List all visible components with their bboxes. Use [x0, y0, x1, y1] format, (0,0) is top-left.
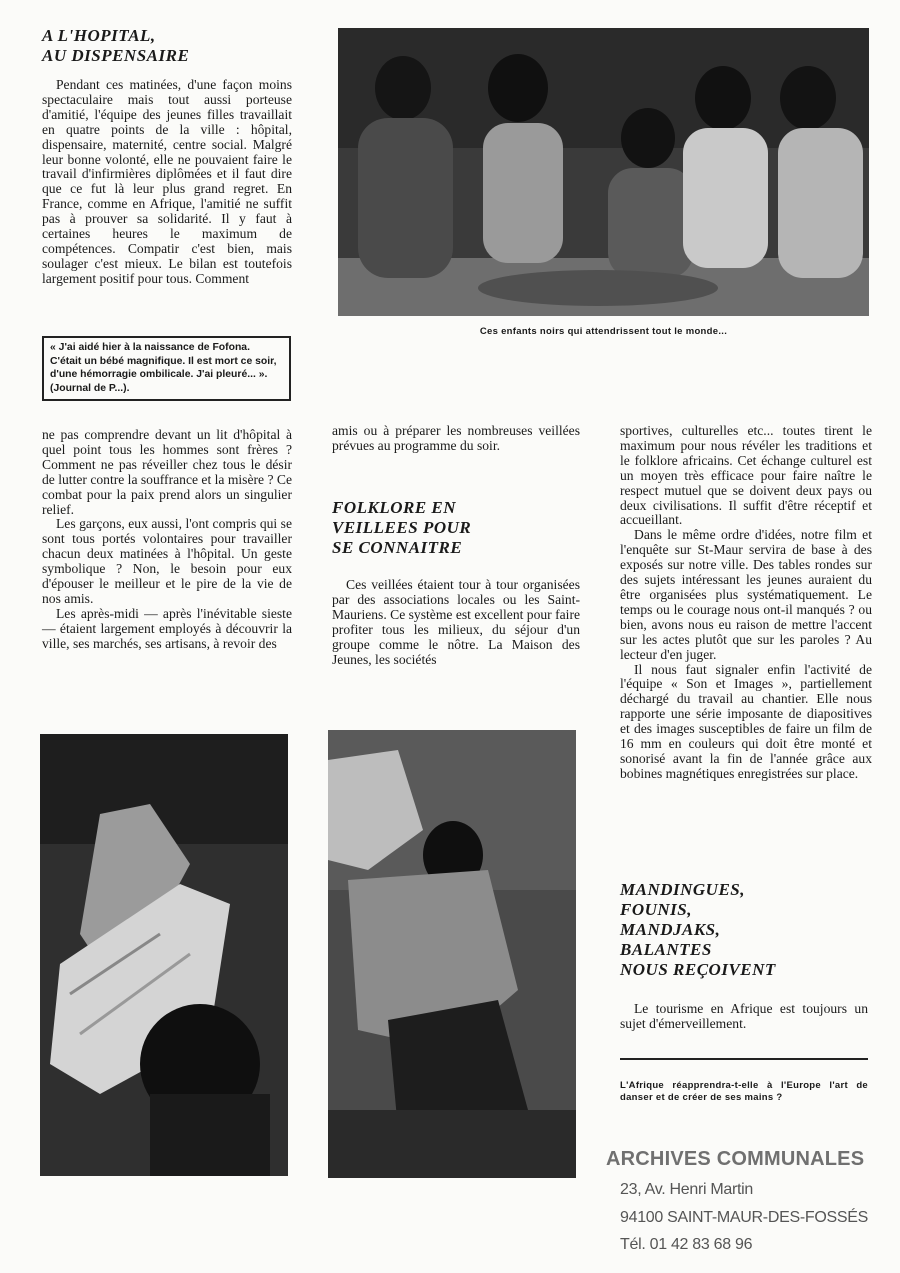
photo-dancers — [40, 734, 288, 1176]
heading-line: BALANTES — [620, 940, 712, 959]
heading-line: FOLKLORE EN — [332, 498, 457, 517]
section-heading-hopital — [42, 26, 292, 66]
paragraph: Les garçons, eux aussi, l'ont compris qui se sont tous portés volontaires pour travailler chacun deux matinées à l'hôpital. Un geste symbolique ? Non, le besoin pour eux d'épouser le meilleur et le pire de la vie de nos amis. — [42, 516, 292, 606]
paragraph: Dans le même ordre d'idées, notre film et l'enquête sur St-Maur servira de base à des exposés sur notre ville. Des tables rondes sur des sujets intéressant les jeunes auraient du être organisées plus systématiquement. Le temps ou le courage nous ont-il manqués ? ou bien, avons nous eu raison de mettre l'accent sur les actes plutôt que sur les paroles ? Au lecteur d'en juger. — [620, 527, 872, 662]
photo-caption: L'Afrique réapprendra-t-elle à l'Europe l'art de danser et de créer de ses mains ? — [620, 1080, 868, 1103]
section-heading-folklore — [332, 498, 580, 558]
column-2 — [332, 424, 580, 454]
heading-line: FOUNIS, — [620, 900, 692, 919]
column-3-tail — [620, 1002, 868, 1032]
photo-children — [338, 28, 869, 316]
photo-caption: Ces enfants noirs qui attendrissent tout le monde... — [479, 326, 728, 337]
column-3 — [620, 424, 872, 782]
column-1 — [42, 428, 292, 652]
stamp-address: 23, Av. Henri Martin — [620, 1181, 754, 1198]
heading-line: A L'HOPITAL, — [42, 26, 156, 45]
heading-line: MANDINGUES, — [620, 880, 745, 899]
stamp-city: 94100 SAINT-MAUR-DES-FOSSÉS — [620, 1209, 868, 1226]
heading-line: VEILLEES POUR — [332, 518, 472, 537]
stamp-title: ARCHIVES COMMUNALES — [606, 1148, 865, 1170]
paragraph: ne pas comprendre devant un lit d'hôpital à quel point tous les hommes sont frères ? Comment ne pas réveiller chez tous le désir de lutter contre la souffrance et la misère ? Ce combat pour la paix prend alors un singulier relief. — [42, 427, 292, 517]
paragraph: amis ou à préparer les nombreuses veillées prévues au programme du soir. — [332, 423, 580, 453]
paragraph: Le tourisme en Afrique est toujours un sujet d'émerveillement. — [620, 1001, 868, 1031]
paragraph: sportives, culturelles etc... toutes tirent le maximum pour nous révéler les traditions et le folklore africains. Cet échange culturel est un moyen très efficace pour faire naître le respect mutuel que se doivent deux pays ou deux civilisations. Il suffit d'être réceptif et accueillant. — [620, 423, 872, 528]
archive-stamp — [606, 1148, 886, 1254]
stamp-phone: Tél. 01 42 83 68 96 — [620, 1236, 753, 1253]
heading-line: SE CONNAITRE — [332, 538, 463, 557]
heading-line: NOUS REÇOIVENT — [620, 960, 776, 979]
paragraph: Il nous faut signaler enfin l'activité de l'équipe « Son et Images », partiellement déchargé du travail au chantier. Elle nous rapporte une série imposante de diapositives et des images susceptibles de faire un film de 16 mm en couleurs qui doit être monté et sonorisé avant la fin de l'année grâce aux bobines magnétiques enregistrées sur place. — [620, 661, 872, 781]
paragraph: Ces veillées étaient tour à tour organisées par des associations locales ou les Saint-Mauriens. Ce système est excellent pour faire profiter tous les milieux, du séjour d'un groupe comme le nôtre. La Maison des Jeunes, les sociétés — [332, 577, 580, 667]
heading-line: AU DISPENSAIRE — [42, 46, 190, 65]
divider — [620, 1058, 868, 1060]
column-2-body — [332, 578, 580, 667]
paragraph: Les après-midi — après l'inévitable sieste — étaient largement employés à découvrir la ville, ses marchés, ses artisans, à revoir des — [42, 605, 292, 651]
section1-body: Pendant ces matinées, d'une façon moins spectaculaire mais tout aussi porteuse d'amitié, l'équipe des jeunes filles travaillait en quatre points de la ville : hôpital, dispensaire, maternité, centre social. Malgré leur bonne volonté, elle ne pouvaient faire le travail d'infirmières diplômées et il faut dire que ce fut là leur plus grand regret. En France, comme en Afrique, l'amitié ne suffit pas à prouver sa solidarité. Il y faut à certaines heures le maximum de compétences. Compatir c'est bien, mais soulager c'est mieux. Le bilan est toutefois largement positif pour tous. Comment — [42, 77, 292, 286]
photo-craftsman — [328, 730, 576, 1178]
section-heading-mandingues — [620, 880, 872, 980]
heading-line: MANDJAKS, — [620, 920, 721, 939]
quote-box: « J'ai aidé hier à la naissance de Fofona. C'était un bébé magnifique. Il est mort ce soir, d'une hémorragie ombilicale. J'ai pleuré... ». (Journal de P...). — [42, 336, 291, 401]
